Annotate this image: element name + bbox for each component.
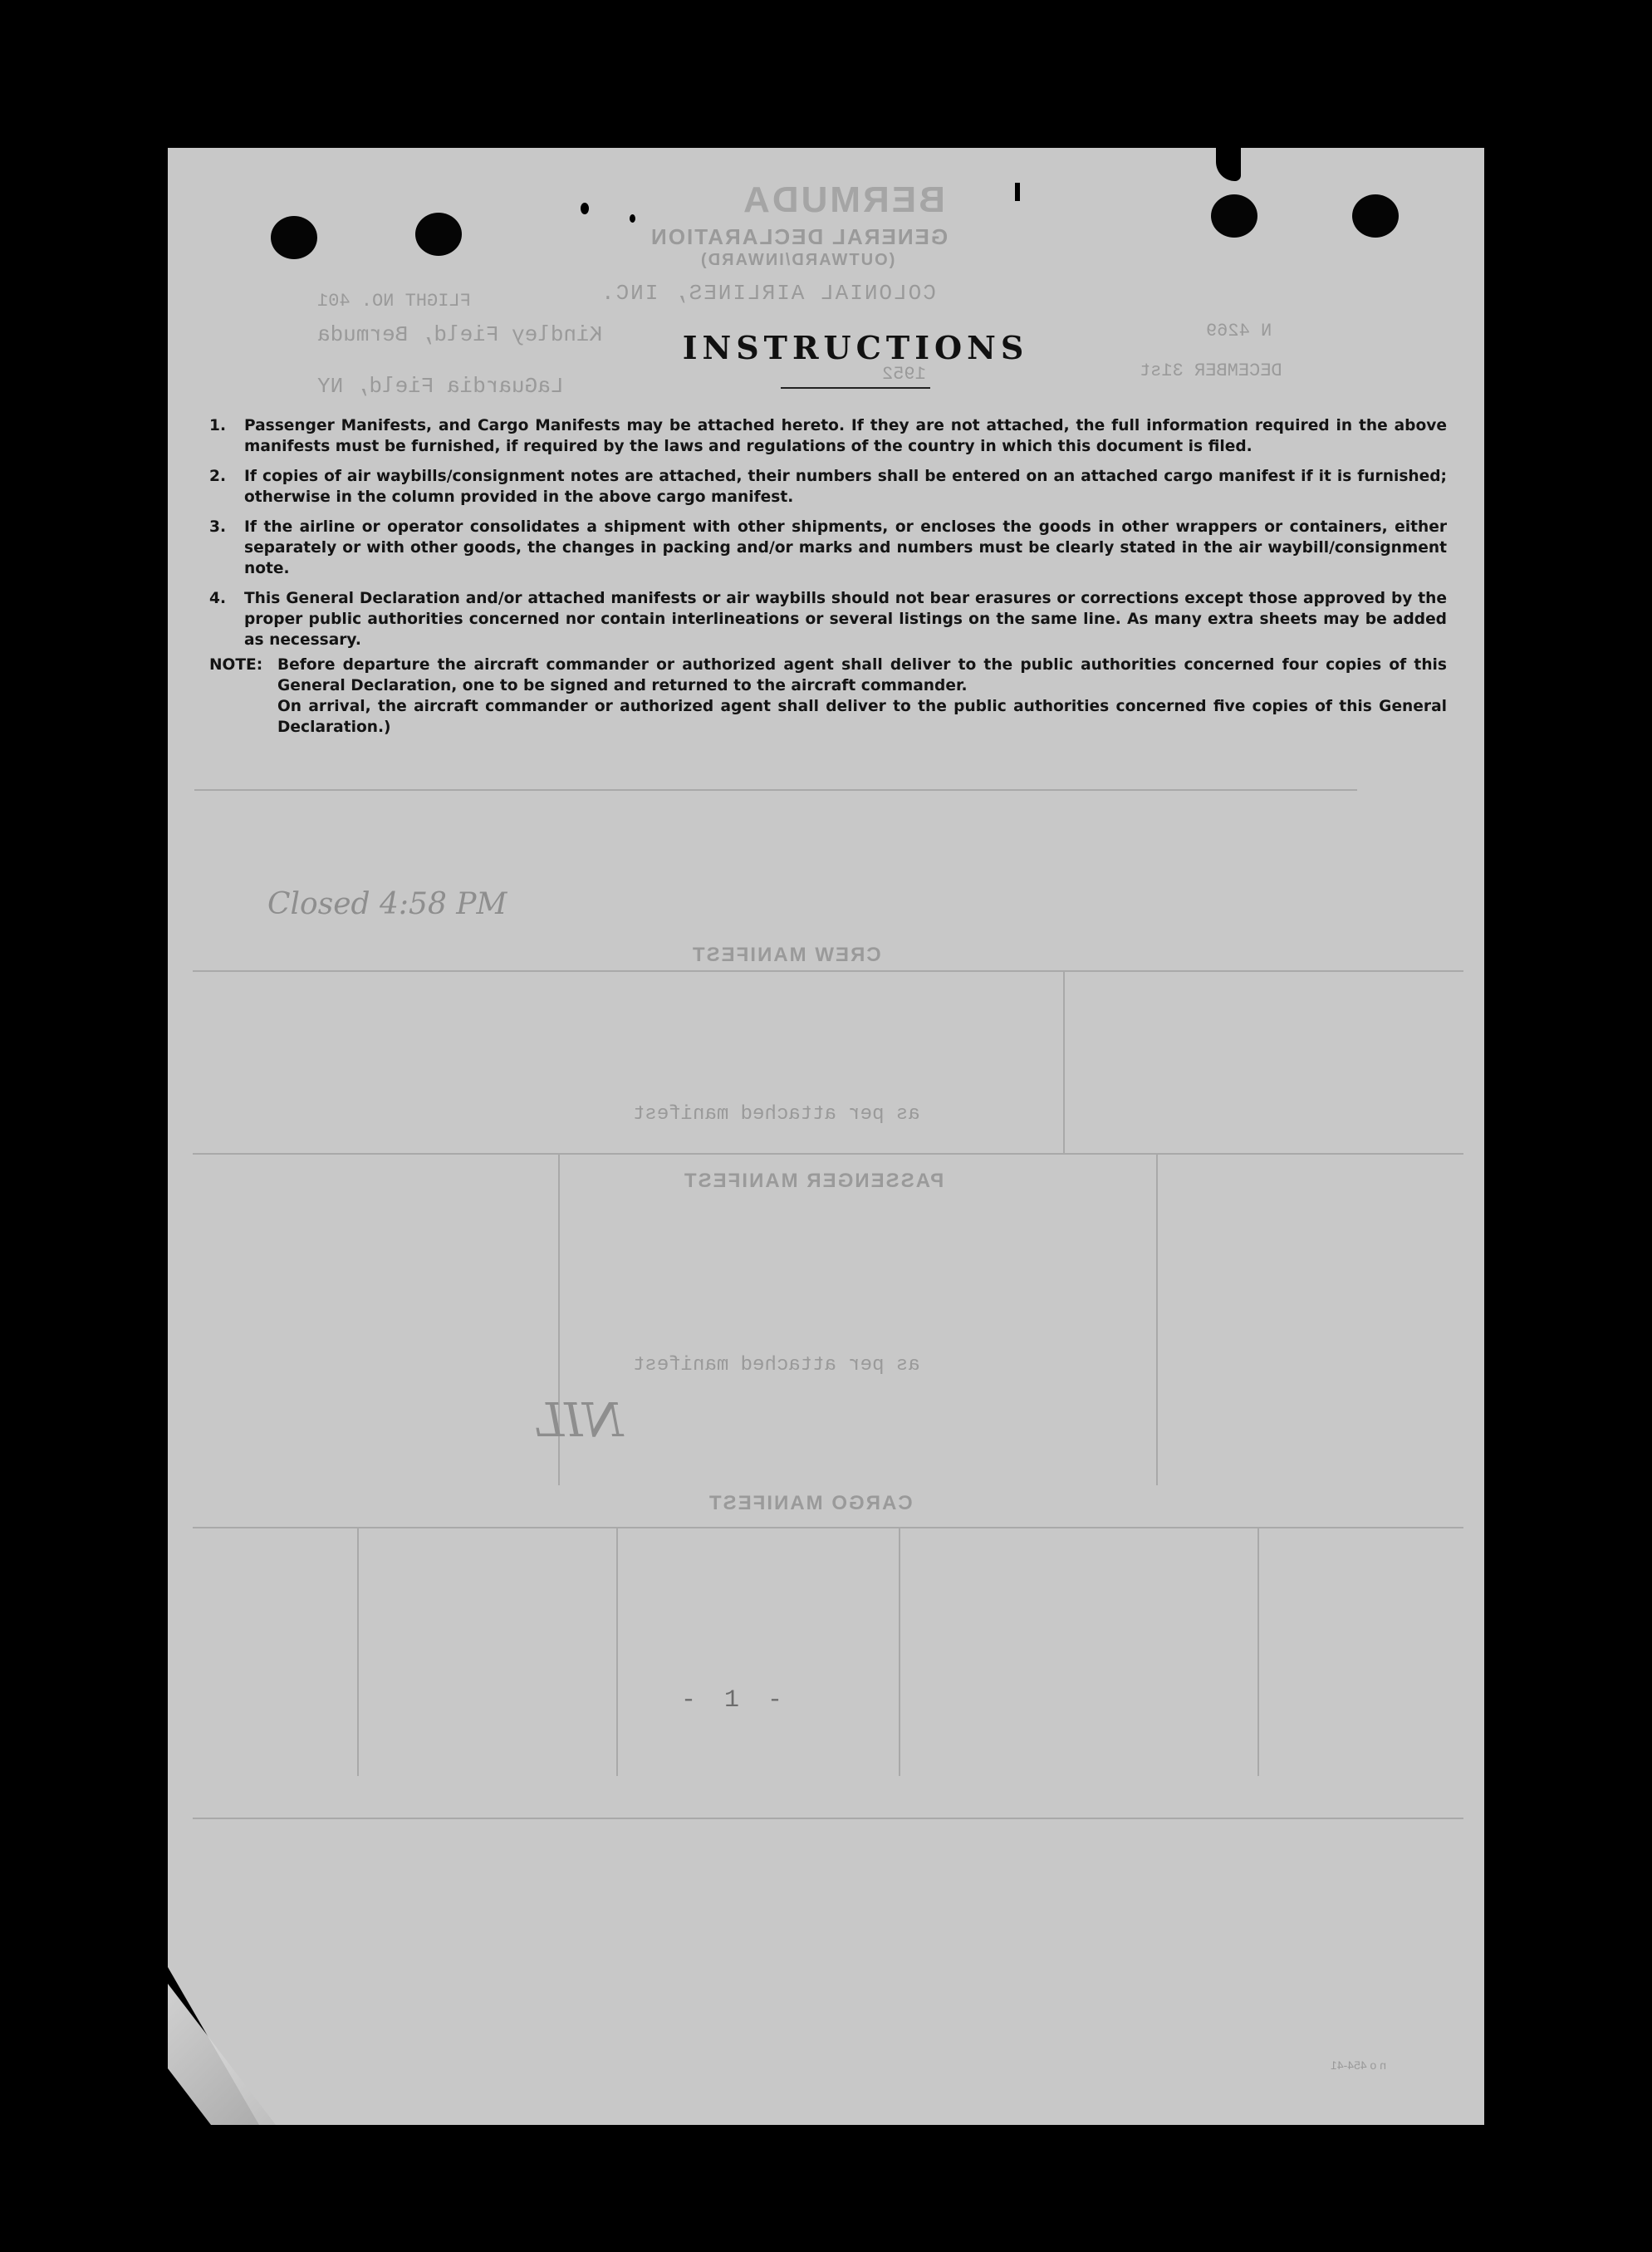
bleed-handwriting-closed: Closed 4:58 PM bbox=[267, 887, 507, 921]
note-label: NOTE: bbox=[209, 656, 263, 674]
instruction-number: 3. bbox=[209, 518, 227, 536]
bleed-rule bbox=[357, 1527, 359, 1776]
bleed-rule bbox=[193, 1818, 1463, 1819]
bleed-rule bbox=[1063, 970, 1065, 1153]
bleed-year: 1952 bbox=[882, 364, 926, 385]
bleed-rule bbox=[194, 789, 1357, 791]
bleed-rule bbox=[1156, 1153, 1158, 1485]
ink-spot bbox=[1015, 183, 1020, 201]
instruction-item bbox=[209, 588, 1447, 650]
bleed-passenger-manifest: PASSENGER MANIFEST bbox=[683, 1170, 944, 1192]
bleed-crew-manifest: CREW MANIFEST bbox=[691, 944, 881, 966]
note-paragraph: Before departure the aircraft commander or authorized agent shall deliver to the public authorities concerned four copies of this General Declaration, one to be signed and returned to the aircraft commander. bbox=[277, 656, 1447, 694]
bleed-form-title: GENERAL DECLARATION bbox=[650, 224, 949, 249]
instruction-text: Passenger Manifests, and Cargo Manifests may be attached hereto. If they are not attached, the full information required in the above manifests must be furnished, if required by the laws and regulations of the country in which this document is filed. bbox=[244, 417, 1447, 455]
bleed-departure: Kindley Field, Bermuda bbox=[317, 322, 603, 347]
paper-tear bbox=[1216, 148, 1241, 181]
instruction-number: 1. bbox=[209, 417, 227, 434]
ink-spot bbox=[630, 214, 635, 223]
bleed-aircraft: N 4269 bbox=[1206, 321, 1272, 341]
punch-hole-1 bbox=[271, 216, 317, 259]
note-body bbox=[277, 655, 1447, 738]
instruction-item bbox=[209, 466, 1447, 508]
instruction-text: If copies of air waybills/consignment notes are attached, their numbers shall be entered on an attached cargo manifest if it is furnished; otherwise in the column provided in the above cargo manifest. bbox=[244, 468, 1447, 506]
bleed-direction: (OUTWARD/INWARD) bbox=[699, 251, 895, 269]
punch-hole-2 bbox=[415, 213, 462, 256]
instruction-text: This General Declaration and/or attached manifests or air waybills should not bear erasures or corrections except those approved by the proper public authorities concerned nor contain interlineations or several listings on the same line. As many extra sheets may be added as necessary. bbox=[244, 590, 1447, 649]
bleed-rule bbox=[193, 1153, 1463, 1155]
bleed-passenger-note: as per attached manifest bbox=[633, 1354, 920, 1376]
bleed-operator: COLONIAL AIRLINES, INC. bbox=[600, 281, 936, 306]
instruction-text: If the airline or operator consolidates a shipment with other shipments, or encloses the goods in other wrappers or containers, either separately or with other goods, the changes in packing and/or marks and numbers must be clearly stated in the air waybill/consignment note. bbox=[244, 518, 1447, 577]
instruction-number: 2. bbox=[209, 468, 227, 485]
bleed-heading: BERMUDA bbox=[741, 179, 945, 220]
bleed-rule bbox=[1257, 1527, 1259, 1776]
bleed-cargo-manifest: CARGO MANIFEST bbox=[708, 1492, 913, 1514]
page-title: INSTRUCTIONS bbox=[682, 329, 1029, 366]
bleed-arrival: LaGuardia Field, NY bbox=[317, 374, 564, 399]
bleed-handwriting-nil: NIL bbox=[533, 1394, 624, 1448]
page-number: - 1 - bbox=[681, 1686, 790, 1715]
note-block bbox=[209, 655, 1447, 738]
instruction-number: 4. bbox=[209, 590, 227, 607]
title-underline bbox=[781, 387, 930, 389]
instruction-item bbox=[209, 415, 1447, 457]
bleed-rule bbox=[193, 970, 1463, 972]
note-paragraph: On arrival, the aircraft commander or authorized agent shall deliver to the public authorities concerned five copies of this General Declaration.) bbox=[277, 698, 1447, 736]
punch-hole-4 bbox=[1352, 194, 1399, 238]
instruction-item bbox=[209, 517, 1447, 579]
bleed-rule bbox=[193, 1527, 1463, 1528]
bleed-rule bbox=[616, 1527, 618, 1776]
bleed-flight-no: FLIGHT NO. 401 bbox=[317, 291, 471, 312]
bleed-crew-note: as per attached manifest bbox=[633, 1103, 920, 1126]
ink-spot bbox=[581, 203, 589, 214]
punch-hole-3 bbox=[1211, 194, 1257, 238]
bleed-date: DECEMBER 31st bbox=[1140, 361, 1282, 381]
document-sheet bbox=[168, 148, 1484, 2125]
bleed-footer-code: n o 454-41 bbox=[1331, 2058, 1386, 2072]
bleed-rule bbox=[899, 1527, 900, 1776]
instructions-list bbox=[209, 415, 1447, 747]
